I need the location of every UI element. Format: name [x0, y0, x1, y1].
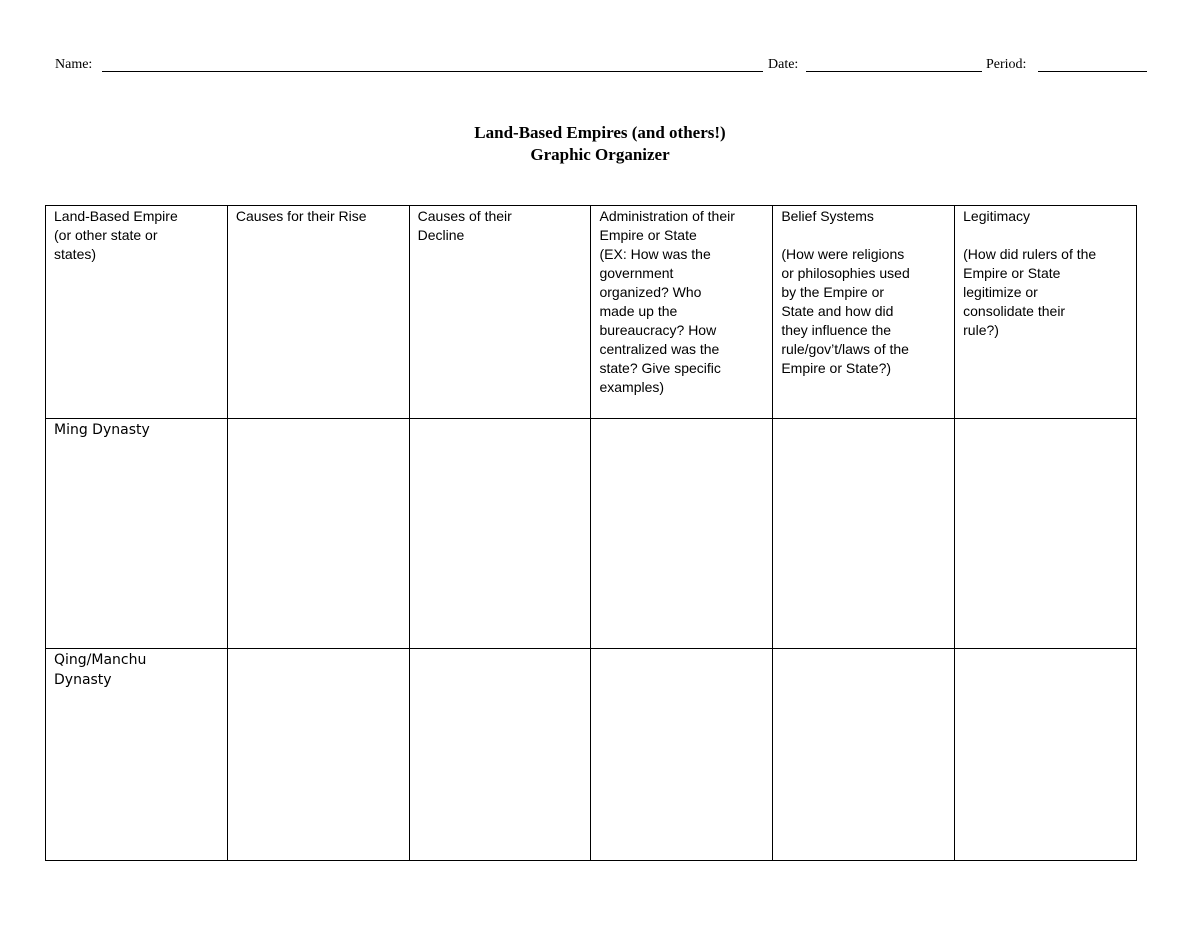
graphic-organizer-table [45, 205, 1137, 861]
title-line-1: Land-Based Empires (and others!) [474, 123, 726, 142]
column-note: (How were religions or philosophies used by the Empire or State and how did they influence the rule/gov’t/laws of the Empire or State?) [781, 246, 910, 376]
student-info-line [55, 56, 1147, 76]
title-line-2: Graphic Organizer [530, 145, 670, 164]
answer-cell[interactable] [227, 649, 409, 861]
row-label-cell [46, 419, 228, 649]
table-row [46, 649, 1137, 861]
header-row [46, 206, 1137, 419]
answer-cell[interactable] [773, 419, 955, 649]
column-heading: Belief Systems [781, 208, 874, 224]
answer-cell[interactable] [409, 649, 591, 861]
period-label: Period: [986, 57, 1027, 72]
row-label: Qing/Manchu Dynasty [54, 652, 147, 688]
answer-cell[interactable] [409, 419, 591, 649]
header-cell-decline [409, 206, 591, 419]
header-cell-belief-systems [773, 206, 955, 419]
column-heading: Legitimacy [963, 208, 1031, 224]
date-field[interactable] [806, 71, 982, 72]
header-cell-legitimacy [955, 206, 1137, 419]
column-heading: Land-Based Empire (or other state or states) [54, 208, 178, 262]
answer-cell[interactable] [955, 419, 1137, 649]
table-row [46, 419, 1137, 649]
name-label: Name: [55, 57, 93, 72]
column-heading: Causes of their Decline [417, 208, 512, 243]
header-cell-rise [227, 206, 409, 419]
answer-cell[interactable] [773, 649, 955, 861]
column-note: (How did rulers of the Empire or State legitimize or consolidate their rule?) [963, 246, 1097, 338]
period-field[interactable] [1038, 71, 1147, 72]
date-label: Date: [768, 57, 799, 72]
name-field[interactable] [102, 71, 763, 72]
row-label-cell [46, 649, 228, 861]
answer-cell[interactable] [591, 649, 773, 861]
column-note: (EX: How was the government organized? Who made up the bureaucracy? How centralized was the state? Give specific examples) [599, 246, 721, 395]
document-title [0, 122, 1200, 166]
row-label: Ming Dynasty [54, 422, 150, 438]
header-cell-administration [591, 206, 773, 419]
answer-cell[interactable] [955, 649, 1137, 861]
answer-cell[interactable] [591, 419, 773, 649]
answer-cell[interactable] [227, 419, 409, 649]
column-heading: Causes for their Rise [235, 208, 367, 224]
column-heading: Administration of their Empire or State [599, 208, 735, 243]
header-cell-empire [46, 206, 228, 419]
